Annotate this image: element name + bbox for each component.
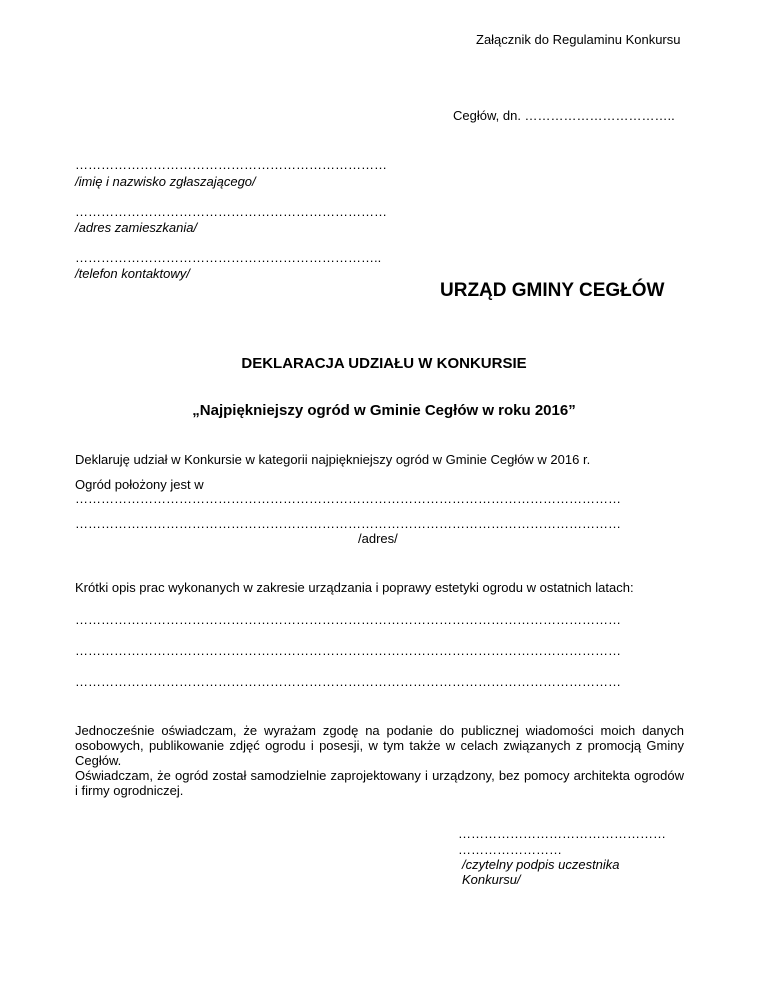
place-date: Cegłów, dn. …………………………….. (453, 108, 675, 123)
signature-label-line-1: /czytelny podpis uczestnika (462, 857, 620, 872)
applicant-phone-label: /telefon kontaktowy/ (75, 266, 190, 281)
signature-dots-line-2: …………………… (458, 842, 562, 857)
declaration-text: Deklaruję udział w Konkursie w kategorii najpiękniejszy ogród w Gminie Cegłów w 2016 r. (75, 452, 591, 467)
signature-label-line-2: Konkursu/ (462, 872, 521, 887)
contest-name: „Najpiękniejszy ogród w Gminie Cegłów w roku 2016” (192, 402, 576, 419)
location-dots-line-1: ……………………………………………………………………………………………………………… (75, 491, 621, 506)
declaration-title: DEKLARACJA UDZIAŁU W KONKURSIE (241, 355, 527, 372)
applicant-address-label: /adres zamieszkania/ (75, 220, 198, 235)
applicant-phone-dots: …………………………………………………………….. (75, 250, 382, 265)
location-label: Ogród położony jest w (75, 477, 204, 492)
statement-text: Oświadczam, że ogród został samodzielnie zaprojektowany i urządzony, bez pomocy architekta ogrodów i firmy ogrodniczej. (75, 768, 684, 798)
location-dots-line-2: ……………………………………………………………………………………………………………… (75, 516, 621, 531)
signature-dots-line-1: ………………………………………… (458, 826, 666, 841)
consent-text: Jednocześnie oświadczam, że wyrażam zgodę na podanie do publicznej wiadomości moich danych osobowych, publikowanie zdjęć ogrodu i posesji, w tym także w celach związanych z promocją Gminy Cegłów. (75, 723, 684, 768)
header-note: Załącznik do Regulaminu Konkursu (476, 32, 681, 47)
description-label: Krótki opis prac wykonanych w zakresie urządzania i poprawy estetyki ogrodu w ostatnich latach: (75, 580, 634, 595)
description-dots-line-2: ……………………………………………………………………………………………………………… (75, 643, 621, 658)
location-address-label: /adres/ (358, 531, 398, 546)
description-dots-line-1: ……………………………………………………………………………………………………………… (75, 612, 621, 627)
applicant-name-label: /imię i nazwisko zgłaszającego/ (75, 174, 256, 189)
applicant-name-dots: ……………………………………………………………… (75, 157, 387, 172)
applicant-address-dots: ……………………………………………………………… (75, 204, 387, 219)
recipient-heading: URZĄD GMINY CEGŁÓW (440, 280, 665, 301)
description-dots-line-3: ……………………………………………………………………………………………………………… (75, 674, 621, 689)
